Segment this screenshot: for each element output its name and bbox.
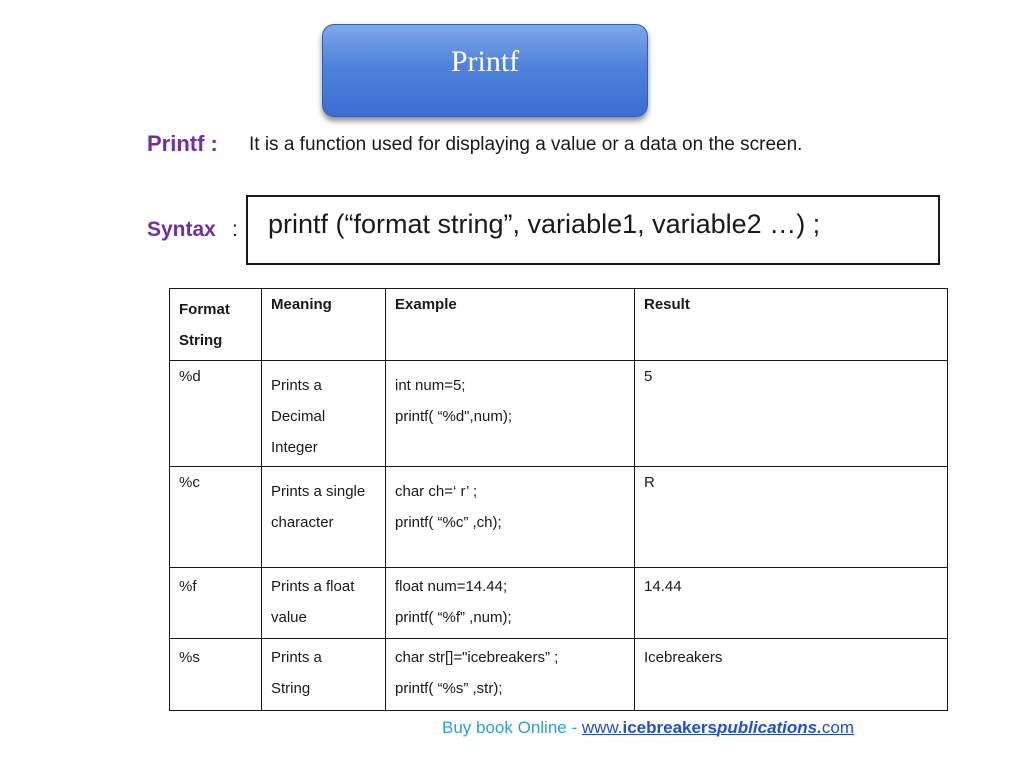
table-header-row <box>170 289 948 361</box>
header-example <box>386 289 635 361</box>
meaning-line: Prints a <box>271 377 322 394</box>
link-prefix: www. <box>581 718 623 737</box>
meaning-line: Integer <box>271 439 318 456</box>
format-value: %d <box>179 368 201 385</box>
meaning-line: String <box>271 680 311 697</box>
syntax-code: printf (“format string”, variable1, variable2 …) ; <box>268 209 821 239</box>
header-result <box>635 289 948 361</box>
definition-text: It is a function used for displaying a value or a data on the screen. <box>249 134 803 155</box>
example-cell <box>386 568 635 639</box>
result-cell <box>635 639 948 711</box>
example-cell <box>386 467 635 568</box>
example-cell <box>386 361 635 467</box>
header-format-line2: String <box>179 332 223 349</box>
format-value: %c <box>179 474 200 491</box>
meaning-cell <box>262 639 386 711</box>
result-value: R <box>644 474 655 491</box>
example-cell <box>386 639 635 711</box>
meaning-line: Prints a single <box>271 483 366 500</box>
format-value: %f <box>179 578 197 595</box>
definition-label: Printf : <box>147 131 218 156</box>
title-banner <box>322 24 648 117</box>
format-value: %s <box>179 649 200 666</box>
example-line: char ch=‘ r’ ; <box>395 483 478 500</box>
table-row <box>170 639 948 711</box>
meaning-cell <box>262 361 386 467</box>
result-value: Icebreakers <box>644 649 723 666</box>
result-value: 5 <box>644 368 653 385</box>
syntax-label: Syntax <box>147 218 216 241</box>
meaning-line: Prints a float <box>271 578 355 595</box>
meaning-line: character <box>271 514 334 531</box>
header-format-line1: Format <box>179 301 230 318</box>
result-value: 14.44 <box>644 578 682 595</box>
link-bold: icebreakers <box>622 718 718 737</box>
header-result-label: Result <box>644 296 690 313</box>
result-cell <box>635 568 948 639</box>
meaning-line: value <box>271 609 307 626</box>
example-line: printf( “%c” ,ch); <box>395 514 502 531</box>
example-line: printf( “%f” ,num); <box>395 609 512 626</box>
format-cell <box>170 639 262 711</box>
example-line: printf( “%s” ,str); <box>395 680 503 697</box>
example-line: printf( “%d",num); <box>395 408 513 425</box>
footer <box>442 718 854 738</box>
syntax-box <box>246 195 940 265</box>
meaning-cell <box>262 568 386 639</box>
table-row <box>170 361 948 467</box>
header-format-string <box>170 289 262 361</box>
format-specifier-table <box>169 288 948 711</box>
syntax-colon: : <box>232 218 238 241</box>
header-example-label: Example <box>395 296 457 313</box>
format-cell <box>170 361 262 467</box>
example-line: char str[]="icebreakers” ; <box>395 649 559 666</box>
meaning-line: Prints a <box>271 649 322 666</box>
format-cell <box>170 568 262 639</box>
example-line: float num=14.44; <box>395 578 508 595</box>
link-suffix: com <box>821 718 854 737</box>
header-meaning-label: Meaning <box>271 296 332 313</box>
meaning-cell <box>262 467 386 568</box>
link-bold-italic: publications. <box>717 718 822 737</box>
header-meaning <box>262 289 386 361</box>
result-cell <box>635 467 948 568</box>
page-title: Printf <box>450 45 520 78</box>
example-line: int num=5; <box>395 377 466 394</box>
result-cell <box>635 361 948 467</box>
meaning-line: Decimal <box>271 408 326 425</box>
format-cell <box>170 467 262 568</box>
table-row <box>170 467 948 568</box>
website-link[interactable] <box>582 718 854 737</box>
table-row <box>170 568 948 639</box>
footer-text: Buy book Online - <box>442 718 582 737</box>
